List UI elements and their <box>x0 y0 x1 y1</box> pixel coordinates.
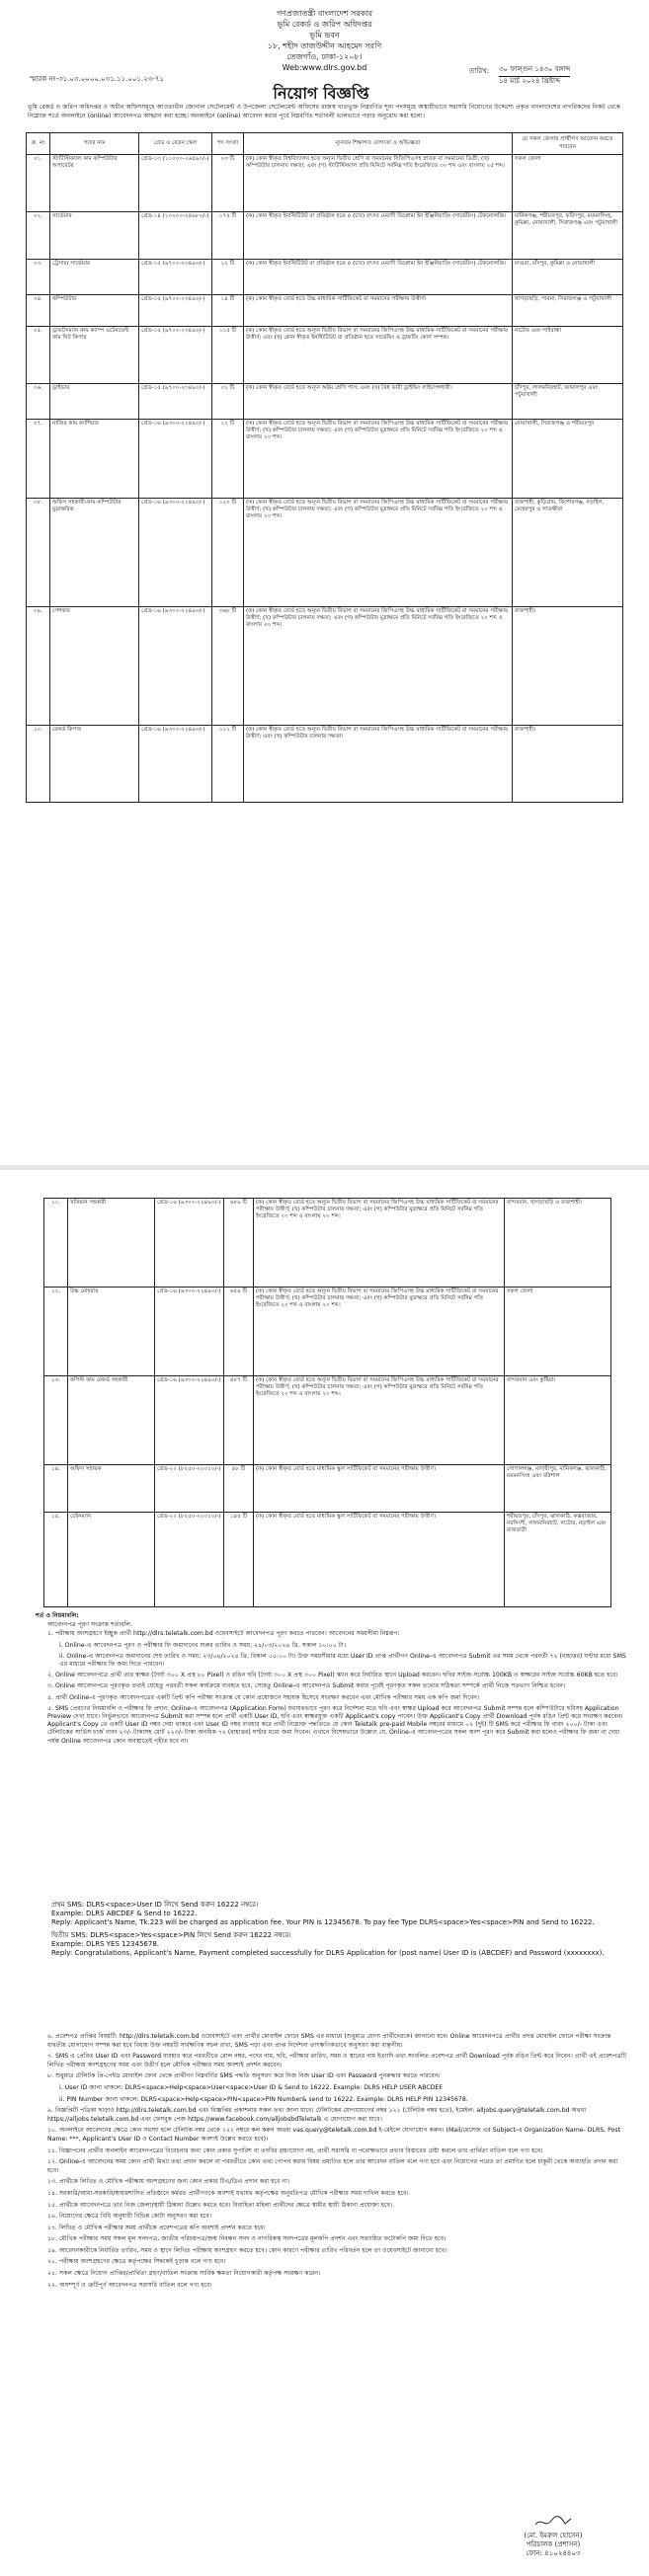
header-sl: ক্র. নং <box>27 133 50 155</box>
cell-sl: ০১. <box>27 155 50 212</box>
cell-sl: ০৬. <box>27 384 50 420</box>
cell-count: ৬৫৯ টি <box>224 1288 254 1376</box>
terms-list <box>36 1630 628 1745</box>
header-line-1: গণপ্রজাতন্ত্রী বাংলাদেশ সরকার <box>276 9 373 18</box>
cell-post: ড্রাফটসম্যান কাম ক্যাম্প এটেনডেন্ট কাম সিট কিপার <box>50 327 139 384</box>
cell-grade: গ্রেড-১৩ (১১০০০-২৬৫৯০/-) <box>139 155 212 212</box>
header-qualification: ন্যূনতম শিক্ষাগত যোগ্যতা ও অভিজ্ঞতা <box>244 133 513 155</box>
terms-item: ii. Online-এ আবেদনপত্র জমাদানের শেষ তারিখ ও সময়: ২৩/০৪/২০২৪ খ্রি. বিকাল ০৫:০০ টা। উক্ত সময়সীমার মধ্যে User ID প্রাপ্ত প্রার্থীগণ Online-এ আবেদনপত্র Submit এর সময় থেকে পরবর্তী ৭২ (বাহাত্তর) ঘণ্টার মধ্যে SMS এর মাধ্যমে পরীক্ষার ফি জমা দিতে পারবেন। <box>59 1652 626 1669</box>
notes-item: ২১. সকল ক্ষেত্রে নিয়োগ প্রাপ্তির/প্রার্থিতা গ্রহণ/বাতিল সংক্রান্ত সার্বিক ক্ষমতা নিয়োগকারী কর্তৃপক্ষ সংরক্ষণ করেন। <box>47 2270 321 2278</box>
signatory-name: (মো. ইমরুল হোসেন) <box>524 2532 583 2539</box>
notes-item: ৯. বিজ্ঞপ্তিটি পত্রিকা ছাড়াও http://dlrs.teletalk.com.bd এবং বিজ্ঞপ্তির প্রকাশনার সকল তথ্য জানা যাবে। টেলিটকের যোগাযোগের নম্বর ১২১ (টেলিটক নম্বর হতে), ইমেইল: alljobs.query@teletalk.com.bd অথবা https://alljobs.teletalk.com.bd এবং ফেসবুক পেজ https://www.facebook.com/alljobsbdTeletalk এ যোগাযোগ করা যাবে। <box>47 2107 587 2123</box>
cell-post: খতিয়ান সহকারী <box>68 1199 155 1288</box>
cell-post: স্টাটিস্টিক্যাল কাম কম্পিউটার অপারেটর <box>50 155 139 212</box>
cell-qualification: (ক) কোন স্বীকৃত বোর্ড হতে অন্যূন অষ্টম শ্রেণি পাস; এবং (খ) বৈধ ভারী ড্রাইভিং লাইসেন্সধারী। <box>244 384 513 420</box>
terms-item: ৫. SMS প্রেরণের নিয়মাবলি ও পরীক্ষার ফি প্রদান: Online-এ আবেদনপত্র (Application Form) যথাযথভাবে পূরণ করে নির্দেশনা মতে ছবি এবং স্বাক্ষর Upload করে আবেদনপত্র Submit সম্পন্ন হলে কম্পিউটারে ছবিসহ Application Preview দেখা যাবে। নির্ভুলভাবে আবেদনপত্র Submit করা সম্পন্ন হলে প্রার্থী একটি User ID, ছবি এবং স্বাক্ষরযুক্ত একটি Applicant's copy পাবেন। উক্ত Applicant's Copy প্রার্থী Download পূর্বক রঙিন প্রিন্ট করে সংরক্ষণ করবেন। Applicant's Copy তে একটি User ID নম্বর দেয়া থাকবে এবং User ID নম্বর ব্যবহার করে প্রার্থী নিম্নোক্ত পদ্ধতিতে যে কোন Teletalk pre-paid Mobile নম্বরের মাধ্যমে ০২ (দুই) টি SMS করে পরীক্ষার ফি বাবদ ২০০/- টাকা এবং টেলিটকের সার্ভিস চার্জ বাবদ ২৩/- টাকাসহ মোট ২২৩/- টাকা অনধিক ৭২ (বাহাত্তর) ঘণ্টার মধ্যে জমা দিবেন। এখানে বিশেষভাবে উল্লেখ্য যে, Online-এ আবেদনপত্রের সকল অংশ পূরণ করে Submit করা হলেও পরীক্ষার ফি জমা না দেয়া পর্যন্ত Online আবেদনপত্র কোন অবস্থাতেই গৃহীত হবে না। <box>47 1704 623 1745</box>
memo-number: স্মারক নং-৩১.০৩.০০০০.০৩১.১১.০০১.২৩-৭১ <box>30 75 164 83</box>
terms-item: ১. পরীক্ষায় অংশগ্রহণে ইচ্ছুক প্রার্থী http://dlrs.teletalk.com.bd ওয়েবসাইটে আবেদনপত্র পূরণ করতে পারবেন। আবেদনের সময়সীমা নিম্নরূপ: <box>47 1630 400 1638</box>
notes-item: ২২. অসম্পূর্ণ ও ত্রুটিপূর্ণ আবেদনপত্র সরাসরি বাতিল বলে গণ্য হবে। <box>47 2281 212 2289</box>
table-row <box>27 420 623 499</box>
notes-item: ১৭. লিখিত ও মৌখিক পরীক্ষার সময় প্রার্থীকে প্রবেশপত্রের কপি অবশ্যই প্রদর্শন করতে হবে। <box>47 2224 266 2231</box>
cell-grade: গ্রেড-১৬ (৯৩০০-২২৪৯০/-) <box>139 420 212 499</box>
cell-post: কম্পিউটার <box>50 295 139 327</box>
notes-item: i. User ID জানা থাকলে: DLRS<space>Help<space>User<space>User ID & Send to 16222. Example: DLRS HELP USER ABCDEF. <box>59 2083 444 2091</box>
signatory-designation: পরিচালক (প্রশাসন) <box>526 2540 581 2548</box>
table-row <box>27 155 623 212</box>
cell-qualification: (ক) কোন স্বীকৃত বোর্ড হতে মাধ্যমিক স্কুল সার্টিফিকেট বা সমমানের পরীক্ষায় উত্তীর্ণ। <box>254 1513 505 1607</box>
cell-district: সকল জেলা <box>513 155 623 212</box>
terms-subheading: আবেদনপত্র পূরণ সংক্রান্ত শর্তাবলি: <box>47 1621 133 1629</box>
cell-post: ট্রেসার/ সার্ভেয়ার <box>50 260 139 295</box>
notes-item: ৮. শুধুমাত্র টেলিটক প্রি-পেইড মোবাইল ফোন থেকে প্রার্থীগণ নিম্নবর্ণিত SMS পদ্ধতি অনুসরণ করে নিজ নিজ User ID এবং Password পুনরুদ্ধার করতে পারবেন। <box>47 2072 441 2080</box>
memo-date-bangla: ৩০ ফাল্গুন ১৪৩০ বঙ্গাব্দ <box>499 63 570 77</box>
table-row <box>27 327 623 384</box>
cell-qualification: (ক) কোন স্বীকৃত বোর্ড হতে মাধ্যমিক স্কুল সার্টিফিকেট বা সমমানের পরীক্ষায় উত্তীর্ণ। <box>254 1465 505 1513</box>
cell-grade: গ্রেড-১৫ (৯৭০০-২৩৪৯০/-) <box>139 327 212 384</box>
cell-district: শরীয়তপুর, চাঁদপুর, ঝালকাঠি, কক্সবাজার, নরসিংদী, লালমনিরহাট, নাটোর, নড়াইল এবং রাজবাড়ী <box>505 1513 611 1607</box>
terms-item: ৩. Online আবেদনপত্রে পূরণকৃত তথ্যই যেহেতু পরবর্তী সকল কার্যক্রমে ব্যবহৃত হবে, সেহেতু Online-এ আবেদনপত্র Submit করার পূর্বেই পূরণকৃত সকল তথ্যের সঠিকতা সম্পর্কে প্রার্থী নিজে শতভাগ নিশ্চিত হবেন। <box>47 1682 566 1690</box>
cell-sl: ১৫. <box>44 1513 68 1607</box>
memo-date-english: ১৪ মার্চ ২০২৪ খ্রিষ্টাব্দ <box>499 77 561 85</box>
cell-qualification: (ক) কোন স্বীকৃত বোর্ড হতে অন্যূন দ্বিতীয় বিভাগ বা সমমানের জিপিএসহ উচ্চ মাধ্যমিক সার্টিফিকেট বা সমমানের পরীক্ষায় উত্তীর্ণ; (খ) কম্পিউটার চালনায় দক্ষতা; এবং (গ) কম্পিউটার মুদ্রাক্ষরে প্রতি মিনিটে সর্বনিম্ন গতি ইংরেজিতে ২০ শব্দ ও বাংলায় ২০ শব্দ। <box>244 420 513 499</box>
cell-grade: গ্রেড-১৬ (৯৩০০-২২৪৯০/-) <box>139 726 212 803</box>
cell-qualification: (ক) কোন স্বীকৃত বোর্ড হতে অন্যূন দ্বিতীয় বিভাগ বা সমমানের জিপিএসহ উচ্চ মাধ্যমিক সার্টিফিকেট বা সমমানের পরীক্ষায় উত্তীর্ণ; এবং (খ) কোন স্বীকৃত ইনস্টিটিউট বা প্রতিষ্ঠান হতে সার্ভেয়িং ও ড্রাফটিং কোর্স সম্পন্ন। <box>244 327 513 384</box>
cell-district: গোপালগঞ্জ, মাদারীপুর, মানিকগঞ্জ, ঝালকাঠি, ময়মনসিংহ এবং বরিশাল <box>505 1465 611 1513</box>
sms-second-example: Example: DLRS YES 12345678. <box>51 1940 159 1948</box>
notes-item: ২০. পরীক্ষায় অংশগ্রহণের ক্ষেত্রে কর্তৃপক্ষের সিদ্ধান্তই চূড়ান্ত বলে গণ্য হবে। <box>47 2258 226 2266</box>
cell-sl: ০২. <box>27 212 50 260</box>
notice-page-1 <box>0 0 649 1165</box>
notes-section <box>36 2033 628 2293</box>
cell-district: রাজশাহী। <box>513 726 623 803</box>
notes-item: ৬. প্রবেশপত্র প্রাপ্তির বিষয়টি: http://dlrs.teletalk.com.bd ওয়েবসাইটে এবং প্রার্থীর মোবাইল ফোনে SMS এর মাধ্যমে (শুধুমাত্র যোগ্য প্রার্থীদেরকে) জানানো হবে। Online আবেদনপত্রে প্রার্থীর প্রদত্ত মোবাইল ফোনে পরীক্ষা সংক্রান্ত যাবতীয় যোগাযোগ সম্পন্ন করা হবে বিধায় উক্ত নম্বরটি সার্বক্ষণিক সচল রাখা, SMS পড়া এবং প্রাপ্ত নির্দেশনা তাৎক্ষণিকভাবে অনুসরণ করা বাঞ্ছনীয়। <box>47 2033 611 2049</box>
cell-grade: গ্রেড-১৫ (৯৭০০-২৩৪৯০/-) <box>139 260 212 295</box>
cell-qualification: (ক) কোন স্বীকৃত ইনস্টিটিউট বা প্রতিষ্ঠান হতে ৪ (চার) বৎসর মেয়াদী ডিপ্লোমা ইন ইঞ্জিনিয়ারিং (সার্ভেয়িং) টেকনোলজি। <box>244 260 513 295</box>
cell-district: বান্দরবান, খাগড়াছড়ি ও রাজশাহী। <box>505 1199 611 1288</box>
cell-district: খাগড়াছড়ি, পাবনা, সিরাজগঞ্জ ও পটুয়াখালী <box>513 295 623 327</box>
cell-district: চাঁদপুর, লালমনিরহাট, জামালপুর এবং পটুয়াখালী <box>513 384 623 420</box>
table-row <box>44 1288 611 1376</box>
signature-mark-icon <box>533 2515 573 2529</box>
cell-post: নাজির কাম ক্যাশিয়ার <box>50 420 139 499</box>
cell-qualification: (ক) কোন স্বীকৃত বোর্ড হতে অন্যূন দ্বিতীয় বিভাগ বা সমমানের জিপিএসহ উচ্চ মাধ্যমিক সার্টিফিকেট বা সমমানের পরীক্ষায় উত্তীর্ণ; (খ) কম্পিউটার চালনায় দক্ষতা; এবং (গ) কম্পিউটার মুদ্রাক্ষরে প্রতি মিনিটে সর্বনিম্ন গতি ইংরেজিতে ২০ শব্দ ও বাংলায় ২০ শব্দ। <box>244 607 513 726</box>
header-grade: গ্রেড ও বেতন স্কেল <box>139 133 212 155</box>
header-post: পদের নাম <box>50 133 139 155</box>
table-row <box>27 295 623 327</box>
terms-section <box>36 1612 628 1749</box>
terms-heading: শর্ত ও নিয়মাবলি: <box>36 1612 79 1619</box>
cell-grade: গ্রেড-১৬ (৯৩০০-২২৪৯০/-) <box>139 607 212 726</box>
header-district: যে সকল জেলার প্রার্থীগণ আবেদন করতে পারবেন <box>513 133 623 155</box>
cell-sl: ০৭. <box>27 420 50 499</box>
cell-district: সকল জেলা <box>505 1288 611 1376</box>
terms-item: ৪. প্রার্থী Online-এ পূরণকৃত আবেদনপত্রের একটি প্রিন্ট কপি পরীক্ষা সংক্রান্ত যে কোন প্রয়োজনে সহায়ক হিসেবে সংরক্ষণ করবেন এবং মৌখিক পরীক্ষার সময় এক কপি জমা দিবেন। <box>47 1693 480 1701</box>
cell-post: চেইনম্যান <box>68 1513 155 1607</box>
table-row <box>27 260 623 295</box>
cell-grade: গ্রেড-১৫ (৯৭০০-২৩৪৯০/-) <box>139 295 212 327</box>
cell-qualification: (ক) কোন স্বীকৃত বোর্ড হতে অন্যূন দ্বিতীয় বিভাগ বা সমমানের জিপিএসহ উচ্চ মাধ্যমিক সার্টিফিকেট বা সমমানের পরীক্ষায় উত্তীর্ণ; (খ) কম্পিউটার চালনায় দক্ষতা; এবং (গ) কম্পিউটার মুদ্রাক্ষরে প্রতি মিনিটে সর্বনিম্ন গতি ইংরেজিতে ২০ শব্দ ও বাংলায় ২০ শব্দ। <box>244 499 513 607</box>
notice-intro: ভূমি রেকর্ড ও জরিপ অধিদপ্তর ও অধীন অফিসসমূহে আওতাধীন জোনাল সেটেলমেন্ট ও উপজেলা সেটেলমেন্ট অফিসের রাজস্ব খাতভুক্ত নিম্নবর্ণিত শূন্য পদসমূহে অস্থায়ীভাবে সরাসরি নিয়োগের উদ্দেশ্যে প্রকৃত বাংলাদেশের নাগরিকদের নিকট থেকে নিম্নোক্ত শর্তে অনলাইনে (online) আবেদনপত্র আহ্বান করা হচ্ছে। অনলাইনে (online) আবেদন করার পূর্বে নিম্নবর্ণিত শর্তাবলী ভালভাবে পড়ার অনুরোধ করা হলো। <box>28 104 620 119</box>
table-row <box>27 212 623 260</box>
cell-grade: গ্রেড-১৬ (৯৩০০-২২৪৯০/-) <box>155 1288 224 1376</box>
cell-sl: ১২. <box>44 1288 68 1376</box>
cell-district: মাগুরা, চাঁদপুর, কুমিল্লা ও নোয়াখালী <box>513 260 623 295</box>
table-row <box>44 1199 611 1288</box>
vacancy-table-2 <box>43 1198 611 1607</box>
notes-item: ii. PIN Number জানা থাকলে: DLRS<space>Help<space>PIN<space>PIN Number& send to 16222. Example: DLRS HELP PIN 12345678. <box>59 2095 468 2103</box>
cell-district: নোয়াখালী, সিরাজগঞ্জ ও শরীয়তপুর <box>513 420 623 499</box>
cell-district: নাটোর এবং গাইবান্ধা <box>513 327 623 384</box>
cell-count: ৪৮ টি <box>224 1465 254 1513</box>
cell-count: ১৭৫ টি <box>212 212 244 260</box>
cell-post: অফিস সহায়ক <box>68 1465 155 1513</box>
cell-post: পেশকার <box>50 607 139 726</box>
header-count: পদ সংখ্যা <box>212 133 244 155</box>
cell-qualification: (ক) কোন স্বীকৃত বোর্ড হতে অন্যূন দ্বিতীয় বিভাগ বা সমমানের জিপিএসহ উচ্চ মাধ্যমিক সার্টিফিকেট বা সমমানের পরীক্ষায় উত্তীর্ণ; এবং (খ) কম্পিউটার চালনায় দক্ষতা। <box>244 726 513 803</box>
table-row <box>44 1376 611 1465</box>
cell-count: ১৪ টি <box>212 295 244 327</box>
header-line-4: ১৮, শহীদ তাজউদ্দীন আহমেদ সরণি <box>267 41 382 50</box>
cell-grade: গ্রেড-১৬ (৯৩০০-২২৪৯০/-) <box>139 499 212 607</box>
cell-district: রাজশাহী, কুড়িগ্রাম, কিশোরগঞ্জ, নড়াইল, মেহেরপুর ও সাতক্ষীরা <box>513 499 623 607</box>
header-line-5: তেজগাঁও, ঢাকা-১২০৮। <box>286 52 363 61</box>
notice-title: নিয়োগ বিজ্ঞপ্তি <box>273 84 369 103</box>
cell-post: অফিস সহকারী-কাম-কম্পিউটার মুদ্রাক্ষরিক <box>50 499 139 607</box>
memo-date-label: তারিখ: <box>469 67 490 75</box>
cell-count: ৪৮৭ টি <box>224 1376 254 1465</box>
cell-grade: গ্রেড-২০ (৮২৫০-২০০১০/-) <box>155 1465 224 1513</box>
header-line-3: ভূমি ভবন <box>309 31 340 39</box>
cell-post: রেকর্ড কিপার <box>50 726 139 803</box>
notes-item: ১২. Online-এ আবেদনের সময় কোন প্রার্থী মিথ্যা তথ্য প্রদান করলে বা পরবর্তীতে কোন তথ্য গোপন করার বিষয় প্রমাণিত হলে তার আবেদন বাতিল বলে গণ্য হবে এবং নিয়োগের পরেও তা প্রমাণিত হলে চাকুরী থেকে অব্যাহতি প্রদান করা হবে। <box>47 2158 618 2174</box>
table-row <box>27 384 623 420</box>
cell-post: সার্ভেয়ার <box>50 212 139 260</box>
cell-sl: ০৮. <box>27 499 50 607</box>
cell-count: ১২০ টি <box>212 499 244 607</box>
cell-grade: গ্রেড-১৪ (১০২০০-২৪৬৮০/-) <box>139 212 212 260</box>
table-row <box>27 607 623 726</box>
cell-qualification: (ক) কোন স্বীকৃত বোর্ড হতে অন্যূন দ্বিতীয় বিভাগ বা সমমানের জিপিএসহ উচ্চ মাধ্যমিক সার্টিফিকেট বা সমমানের পরীক্ষায় উত্তীর্ণ; (খ) কম্পিউটার চালনায় দক্ষতা; এবং (গ) কম্পিউটার মুদ্রাক্ষরে প্রতি মিনিটে সর্বনিম্ন গতি ইংরেজিতে ২০ শব্দ ও বাংলায় ২০ শব্দ। <box>254 1376 505 1465</box>
sms-second-reply: Reply: Congratulations, Applicant's Name, Payment completed successfully for DLRS Application for (post name) User ID is (ABCDEF) and Password (xxxxxxxx). <box>51 1949 605 1957</box>
notes-item: ১০. অনলাইনে আবেদনের ক্ষেত্রে কোন সমস্যা হলে টেলিটক নম্বর থেকে ১২১ নম্বরে কল করুন অথবা vas.query@teletalk.com.bd ই-মেইলে যোগাযোগ করুন। (Mail/মেসেজ এর Subject-এ Organization Name- DLRS, Post Name: ***, Applicant's User ID ও Contact Number অবশ্যই উল্লেখ করতে হবে)। <box>47 2127 621 2143</box>
cell-sl: ০৩. <box>27 260 50 295</box>
signature-block <box>494 2515 612 2558</box>
notes-item: ১৩. প্রার্থীকে লিখিত ও মৌখিক পরীক্ষায় অংশগ্রহণের জন্য কোন প্রকার টিএ/ডিএ প্রদান করা হবে না। <box>47 2178 290 2186</box>
cell-count: ১১১ টি <box>212 726 244 803</box>
table-row <box>27 499 623 607</box>
cell-grade: গ্রেড-১৬ (৯৩০০-২২৪৯০/-) <box>155 1376 224 1465</box>
sms-second-label: দ্বিতীয় SMS: DLRS<space>Yes<space>PIN লিখে Send করুন 16222 নম্বরে। <box>51 1931 291 1939</box>
cell-count: ৩৬৮ টি <box>212 607 244 726</box>
cell-district: মানিকগঞ্জ, শরীয়তপুর, ফরিদপুর, ময়মনসিংহ, কুমিল্লা, নোয়াখালী, সিরাজগঞ্জ এবং পটুয়াখালী <box>513 212 623 260</box>
cell-sl: ০৯. <box>27 607 50 726</box>
table-row <box>27 726 623 803</box>
cell-count: ১২ টি <box>212 260 244 295</box>
terms-item: ২. Online আবেদনপত্রে প্রার্থী তার স্বাক্ষর (দৈর্ঘ্য ৩০০ X প্রস্থ ৮০ Pixel) ও রঙিন ছবি (দৈর্ঘ্য ৩০০ X প্রস্থ ৩০০ Pixel) স্ক্যান করে নির্ধারিত স্থানে Upload করবেন। ছবির সাইজ সর্বোচ্চ 100KB ও স্বাক্ষরের সাইজ সর্বোচ্চ 60KB হতে হবে। <box>47 1672 618 1679</box>
signatory-phone: ফোন: ৪১০২৪৪০৩ <box>526 2549 581 2557</box>
notes-item: ১৯. আবেদনকারীকে নির্ধারিত তারিখ, সময় ও স্থানে লিখিত পরীক্ষায় অংশগ্রহণ করতে হবে। কোন কারণে পরীক্ষার তারিখ পরিবর্তন হলে তা ওয়েবসাইটে জানানো হবে। <box>47 2246 447 2254</box>
cell-sl: ১৪. <box>44 1465 68 1513</box>
notes-item: ১৮. মৌখিক পরীক্ষার সময় সকল মূল সনদপত্র, জাতীয় পরিচয়পত্র/জন্ম নিবন্ধন সনদ ও নাগরিকত্ব সনদপত্রের মূলকপি প্রদর্শন এবং সত্যায়িত ফটোকপি জমা দিতে হবে। <box>47 2235 446 2243</box>
terms-item: i. Online-এ আবেদনপত্র পূরণ ও পরীক্ষার ফি জমাদানের শুরুর তারিখ ও সময়: ২৪/০৩/২০২৪ খ্রি. সকাল ১০:০০ টা। <box>59 1641 347 1649</box>
cell-grade: গ্রেড-১৫ (৯৭০০-২৩৪৯০/-) <box>139 384 212 420</box>
table-row <box>44 1465 611 1513</box>
cell-count: ৬৮৯ টি <box>224 1199 254 1288</box>
sms-instructions <box>51 1901 624 1958</box>
sms-first-label: প্রথম SMS: DLRS<space>User ID লিখে Send করুন 16222 নম্বরে। <box>51 1901 259 1909</box>
cell-count: ১১৫ টি <box>212 327 244 384</box>
cell-count: ১২ টি <box>212 420 244 499</box>
cell-qualification: (ক) কোন স্বীকৃত বোর্ড হতে অন্যূন দ্বিতীয় বিভাগ বা সমমানের জিপিএসহ উচ্চ মাধ্যমিক সার্টিফিকেট বা সমমানের পরীক্ষায় উত্তীর্ণ; (খ) কম্পিউটার চালনায় দক্ষতা; এবং (গ) কম্পিউটার মুদ্রাক্ষরে প্রতি মিনিটে সর্বনিম্ন গতি ইংরেজিতে ২০ শব্দ ও বাংলায় ২০ শব্দ। <box>254 1288 505 1376</box>
cell-post: কপিস্ট কাম রেকর্ড সহকারী <box>68 1376 155 1465</box>
cell-district: রাজশাহী। <box>513 607 623 726</box>
cell-sl: ১৩. <box>44 1376 68 1465</box>
notes-item: ৭. SMS এ প্রেরিত User ID এবং Password ব্যবহার করে পরবর্তীতে রোল নম্বর, পদের নাম, ছবি, পরীক্ষার তারিখ, সময় ও স্থানের নাম ইত্যাদি তথ্য সংবলিত প্রবেশপত্র প্রার্থী Download পূর্বক রঙিন প্রিন্ট করে নিবেন। প্রার্থী এই প্রবেশপত্রটি লিখিত পরীক্ষায় অংশগ্রহণের সময় এবং উত্তীর্ণ হলে মৌখিক পরীক্ষার সময় অবশ্যই প্রদর্শন করবেন। <box>47 2053 626 2069</box>
notes-item: ১৬. নিয়োগের ক্ষেত্রে বিধি অনুযায়ী বিভিন্ন কোটা অনুসরণ করা হবে। <box>47 2213 212 2221</box>
cell-count: ০১ টি <box>212 384 244 420</box>
table-row <box>44 1513 611 1607</box>
vacancy-table-1 <box>26 132 623 803</box>
notes-item: ১৪. সরকারি/আধা-সরকারি/স্বায়ত্তশাসিত প্রতিষ্ঠানে কর্মরত প্রার্থীগণকে অবশ্যই যথাযথ কর্তৃপক্ষের অনুমতিপত্র মৌখিক পরীক্ষার সময় দাখিল করতে হবে। <box>47 2189 409 2197</box>
cell-sl: ১১. <box>44 1199 68 1288</box>
sms-first-example: Example: DLRS ABCDEF & Send to 16222. <box>51 1910 198 1917</box>
cell-sl: ১০. <box>27 726 50 803</box>
cell-sl: ০৪. <box>27 295 50 327</box>
notes-item: ১৫. প্রার্থীকে আবেদনপত্রে তার নিজ জেলা/স্থায়ী ঠিকানা উল্লেখ করতে হবে। বিবাহিতা মহিলা প্রার্থীদের ক্ষেত্রে স্বামীর স্থায়ী ঠিকানা প্রযোজ্য হবে। <box>47 2201 393 2209</box>
cell-qualification: (ক) কোন স্বীকৃত বিশ্ববিদ্যালয় হতে অন্যূন দ্বিতীয় শ্রেণি বা সমমানের সিজিপিএসহ স্নাতক বা সমমানের ডিগ্রী; (খ) কম্পিউটার চালনায় দক্ষতা; এবং (গ) স্টাটিস্টিক্যাল প্রতি মিনিটে সর্বনিম্ন গতি ইংরেজিতে ৩০ শব্দ এবং বাংলায় ২৫ শব্দ। <box>244 155 513 212</box>
cell-qualification: (ক) কোন স্বীকৃত বোর্ড হতে উচ্চ মাধ্যমিক সার্টিফিকেট বা সমমানের পরীক্ষায় উত্তীর্ণ। <box>244 295 513 327</box>
cell-post: উচ্চ মোহরার <box>68 1288 155 1376</box>
cell-sl: ০৫. <box>27 327 50 384</box>
notes-item: ১১. বিজ্ঞাপনের প্রার্থীর অনলাইন আবেদনপত্রের বিবেচনার জন্য কোন প্রকার সুপারিশ বা তদবির গ্রহণযোগ্য নয়, প্রার্থী সরাসরি বা পরোক্ষভাবে প্রভাব বিস্তারের চেষ্টা করলে তার প্রার্থিতা বাতিল বলে গণ্য হবে। <box>47 2147 543 2154</box>
header-line-6: Web:www.dlrs.gov.bd <box>282 63 367 72</box>
cell-grade: গ্রেড-১৬ (৯৩০০-২২৪৯০/-) <box>155 1199 224 1288</box>
cell-qualification: (ক) কোন স্বীকৃত বোর্ড হতে অন্যূন দ্বিতীয় বিভাগ বা সমমানের জিপিএসহ উচ্চ মাধ্যমিক সার্টিফিকেট বা সমমানের পরীক্ষায় উত্তীর্ণ; (খ) কম্পিউটার চালনায় দক্ষতা; এবং (গ) কম্পিউটার মুদ্রাক্ষরে প্রতি মিনিটে সর্বনিম্ন গতি ইংরেজিতে ২০ শব্দ ও বাংলায় ২০ শব্দ। <box>254 1199 505 1288</box>
cell-district: বান্দরবান এবং কুষ্টিয়া। <box>505 1376 611 1465</box>
cell-count: ০৩ টি <box>212 155 244 212</box>
sms-first-reply: Reply: Applicant's Name, Tk.223 will be charged as application fee. Your PIN is 12345678. To pay fee Type DLRS<space>Yes<space>PIN and Send to 16222. <box>51 1918 595 1926</box>
header-line-2: ভূমি রেকর্ড ও জরিপ অধিদপ্তর <box>277 20 372 29</box>
cell-qualification: (ক) কোন স্বীকৃত ইনস্টিটিউট বা প্রতিষ্ঠান হতে ৪ (চার) বৎসর মেয়াদী ডিপ্লোমা ইন ইঞ্জিনিয়ারিং (সার্ভেয়িং) টেকনোলজি। <box>244 212 513 260</box>
table-header-row <box>27 133 623 155</box>
cell-count: ১৪৫ টি <box>224 1513 254 1607</box>
notice-page-2 <box>0 1170 649 2576</box>
cell-grade: গ্রেড-২০ (৮২৫০-২০০১০/-) <box>155 1513 224 1607</box>
cell-post: ড্রাইভার <box>50 384 139 420</box>
